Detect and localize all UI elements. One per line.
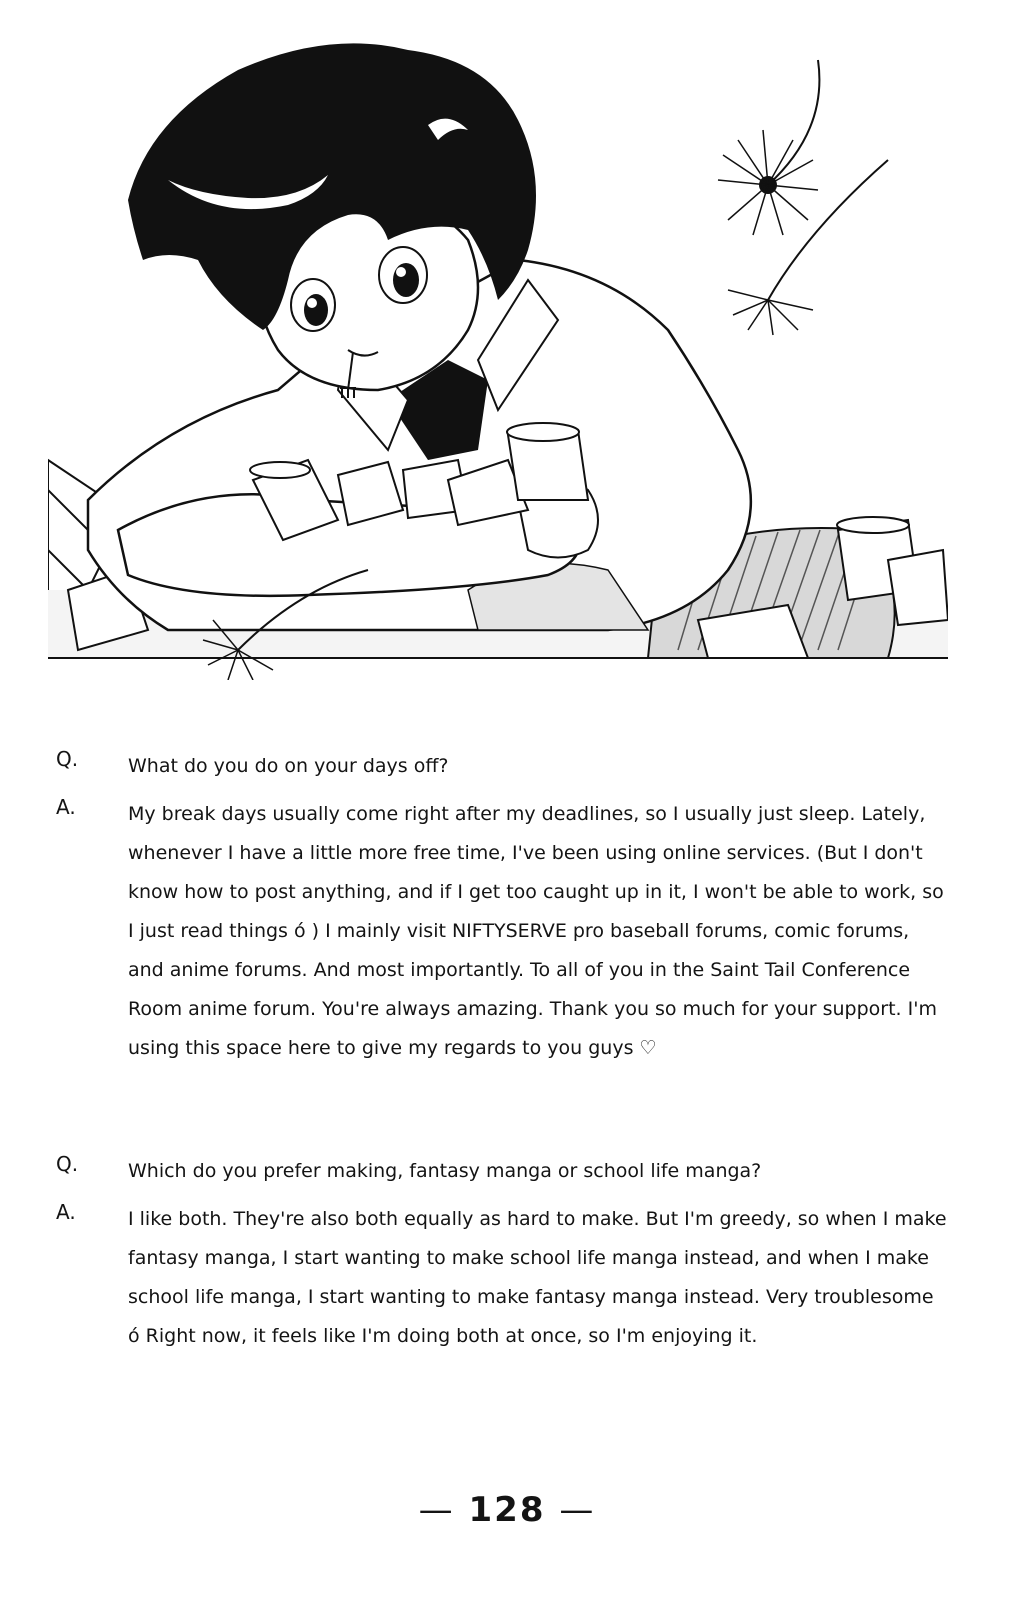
answer-text: I like both. They're also both equally as hard to make. But I'm greedy, so when I make fantasy manga, I start wanting to make school life manga instead, and when I make school life manga, I start wanting to make fantasy manga instead. Very troublesome ó Right now, it feels like I'm doing both at once, so I'm enjoying it. [128, 1208, 947, 1347]
answer-text: My break days usually come right after my deadlines, so I usually just sleep. Lately, whenever I have a little more free time, I've been using online services. (But I don't know how to post anything, and if I get too caught up in it, I won't be able to work, so I just read things ó ) I mainly visit NIFTYSERVE pro baseball forums, comic forums, and anime forums. And most importantly. To all of you in the Saint Tail Conference Room anime forum. You're always amazing. Thank you so much for your support. I'm using this space here to give my regards to you guys ♡ [128, 803, 944, 1059]
question-label: Q. [56, 747, 79, 771]
question-label: Q. [56, 1152, 79, 1176]
manga-illustration [48, 30, 948, 680]
page-number-dash-left: — [418, 1490, 455, 1530]
page-number [0, 1490, 1014, 1530]
page-number-value: 128 [468, 1490, 546, 1530]
answer-label: A. [56, 1200, 76, 1224]
page-number-dash-right: — [559, 1490, 596, 1530]
question-text: Which do you prefer making, fantasy manga or school life manga? [128, 1160, 762, 1182]
question-text: What do you do on your days off? [128, 755, 449, 777]
answer-label: A. [56, 795, 76, 819]
